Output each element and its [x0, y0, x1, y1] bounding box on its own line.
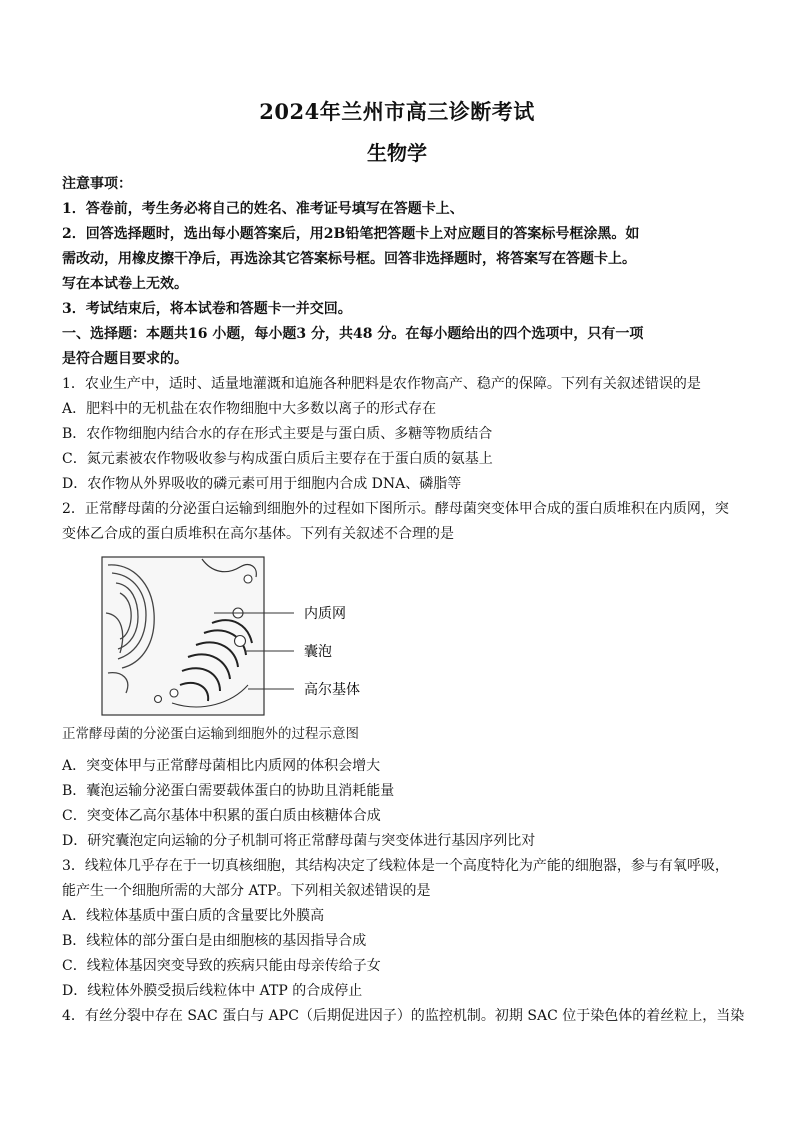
- q2-option-c: C．突变体乙高尔基体中积累的蛋白质由核糖体合成: [62, 808, 381, 824]
- question-3-stem-cont: 能产生一个细胞所需的大部分 ATP。下列相关叙述错误的是: [62, 883, 431, 899]
- label-vesicle: 囊泡: [304, 644, 332, 660]
- label-er: 内质网: [304, 606, 346, 622]
- note-item: 需改动，用橡皮擦干净后，再选涂其它答案标号框。回答非选择题时，将答案写在答题卡上。: [62, 251, 636, 267]
- note-item: 2．回答选择题时，选出每小题答案后，用2B铅笔把答题卡上对应题目的答案标号框涂黑。如: [62, 226, 640, 242]
- q3-option-b: B．线粒体的部分蛋白是由细胞核的基因指导合成: [62, 933, 367, 949]
- q1-option-a: A．肥料中的无机盐在农作物细胞中大多数以离子的形式存在: [62, 401, 437, 417]
- section-heading: 一、选择题：本题共16 小题，每小题3 分，共48 分。在每小题给出的四个选项中，只有一项: [62, 326, 644, 342]
- subject-title: 生物学: [367, 141, 427, 165]
- section-heading-cont: 是符合题目要求的。: [62, 351, 188, 367]
- question-4-stem: 4．有丝分裂中存在 SAC 蛋白与 APC（后期促进因子）的监控机制。初期 SAC 位于染色体的着丝粒上，当染: [62, 1008, 745, 1024]
- vesicle: [155, 696, 162, 703]
- note-item: 写在本试卷上无效。: [62, 276, 188, 292]
- vesicle: [244, 575, 252, 583]
- q3-option-a: A．线粒体基质中蛋白质的含量要比外膜高: [62, 908, 325, 924]
- question-2-stem-cont: 变体乙合成的蛋白质堆积在高尔基体。下列有关叙述不合理的是: [62, 526, 454, 542]
- q1-option-c: C．氮元素被农作物吸收参与构成蛋白质后主要存在于蛋白质的氨基上: [62, 451, 493, 467]
- secretion-diagram: [62, 553, 432, 743]
- vesicle: [235, 636, 246, 647]
- note-item: 1．答卷前，考生务必将自己的姓名、准考证号填写在答题卡上、: [62, 201, 464, 217]
- q3-option-c: C．线粒体基因突变导致的疾病只能由母亲传给子女: [62, 958, 381, 974]
- q2-option-a: A．突变体甲与正常酵母菌相比内质网的体积会增大: [62, 758, 381, 774]
- cell-diagram-svg: [62, 553, 432, 723]
- q1-option-d: D．农作物从外界吸收的磷元素可用于细胞内合成 DNA、磷脂等: [62, 476, 462, 492]
- question-3-stem: 3．线粒体几乎存在于一切真核细胞，其结构决定了线粒体是一个高度特化为产能的细胞器，参与有氧呼吸，: [62, 858, 729, 874]
- figure-caption: 正常酵母菌的分泌蛋白运输到细胞外的过程示意图: [62, 726, 359, 742]
- label-golgi: 高尔基体: [304, 682, 360, 698]
- notes-heading: 注意事项：: [62, 176, 132, 192]
- q3-option-d: D．线粒体外膜受损后线粒体中 ATP 的合成停止: [62, 983, 363, 999]
- vesicle: [170, 689, 178, 697]
- q2-option-d: D．研究囊泡定向运输的分子机制可将正常酵母菌与突变体进行基因序列比对: [62, 833, 536, 849]
- question-2-stem: 2．正常酵母菌的分泌蛋白运输到细胞外的过程如下图所示。酵母菌突变体甲合成的蛋白质堆积在内质网，突: [62, 501, 729, 517]
- question-1-stem: 1．农业生产中，适时、适量地灌溉和追施各种肥料是农作物高产、稳产的保障。下列有关叙述错误的是: [62, 376, 701, 392]
- exam-title: 2024年兰州市高三诊断考试: [259, 99, 535, 124]
- q2-option-b: B．囊泡运输分泌蛋白需要载体蛋白的协助且消耗能量: [62, 783, 395, 799]
- q1-option-b: B．农作物细胞内结合水的存在形式主要是与蛋白质、多糖等物质结合: [62, 426, 493, 442]
- note-item: 3．考试结束后，将本试卷和答题卡一并交回。: [62, 301, 352, 317]
